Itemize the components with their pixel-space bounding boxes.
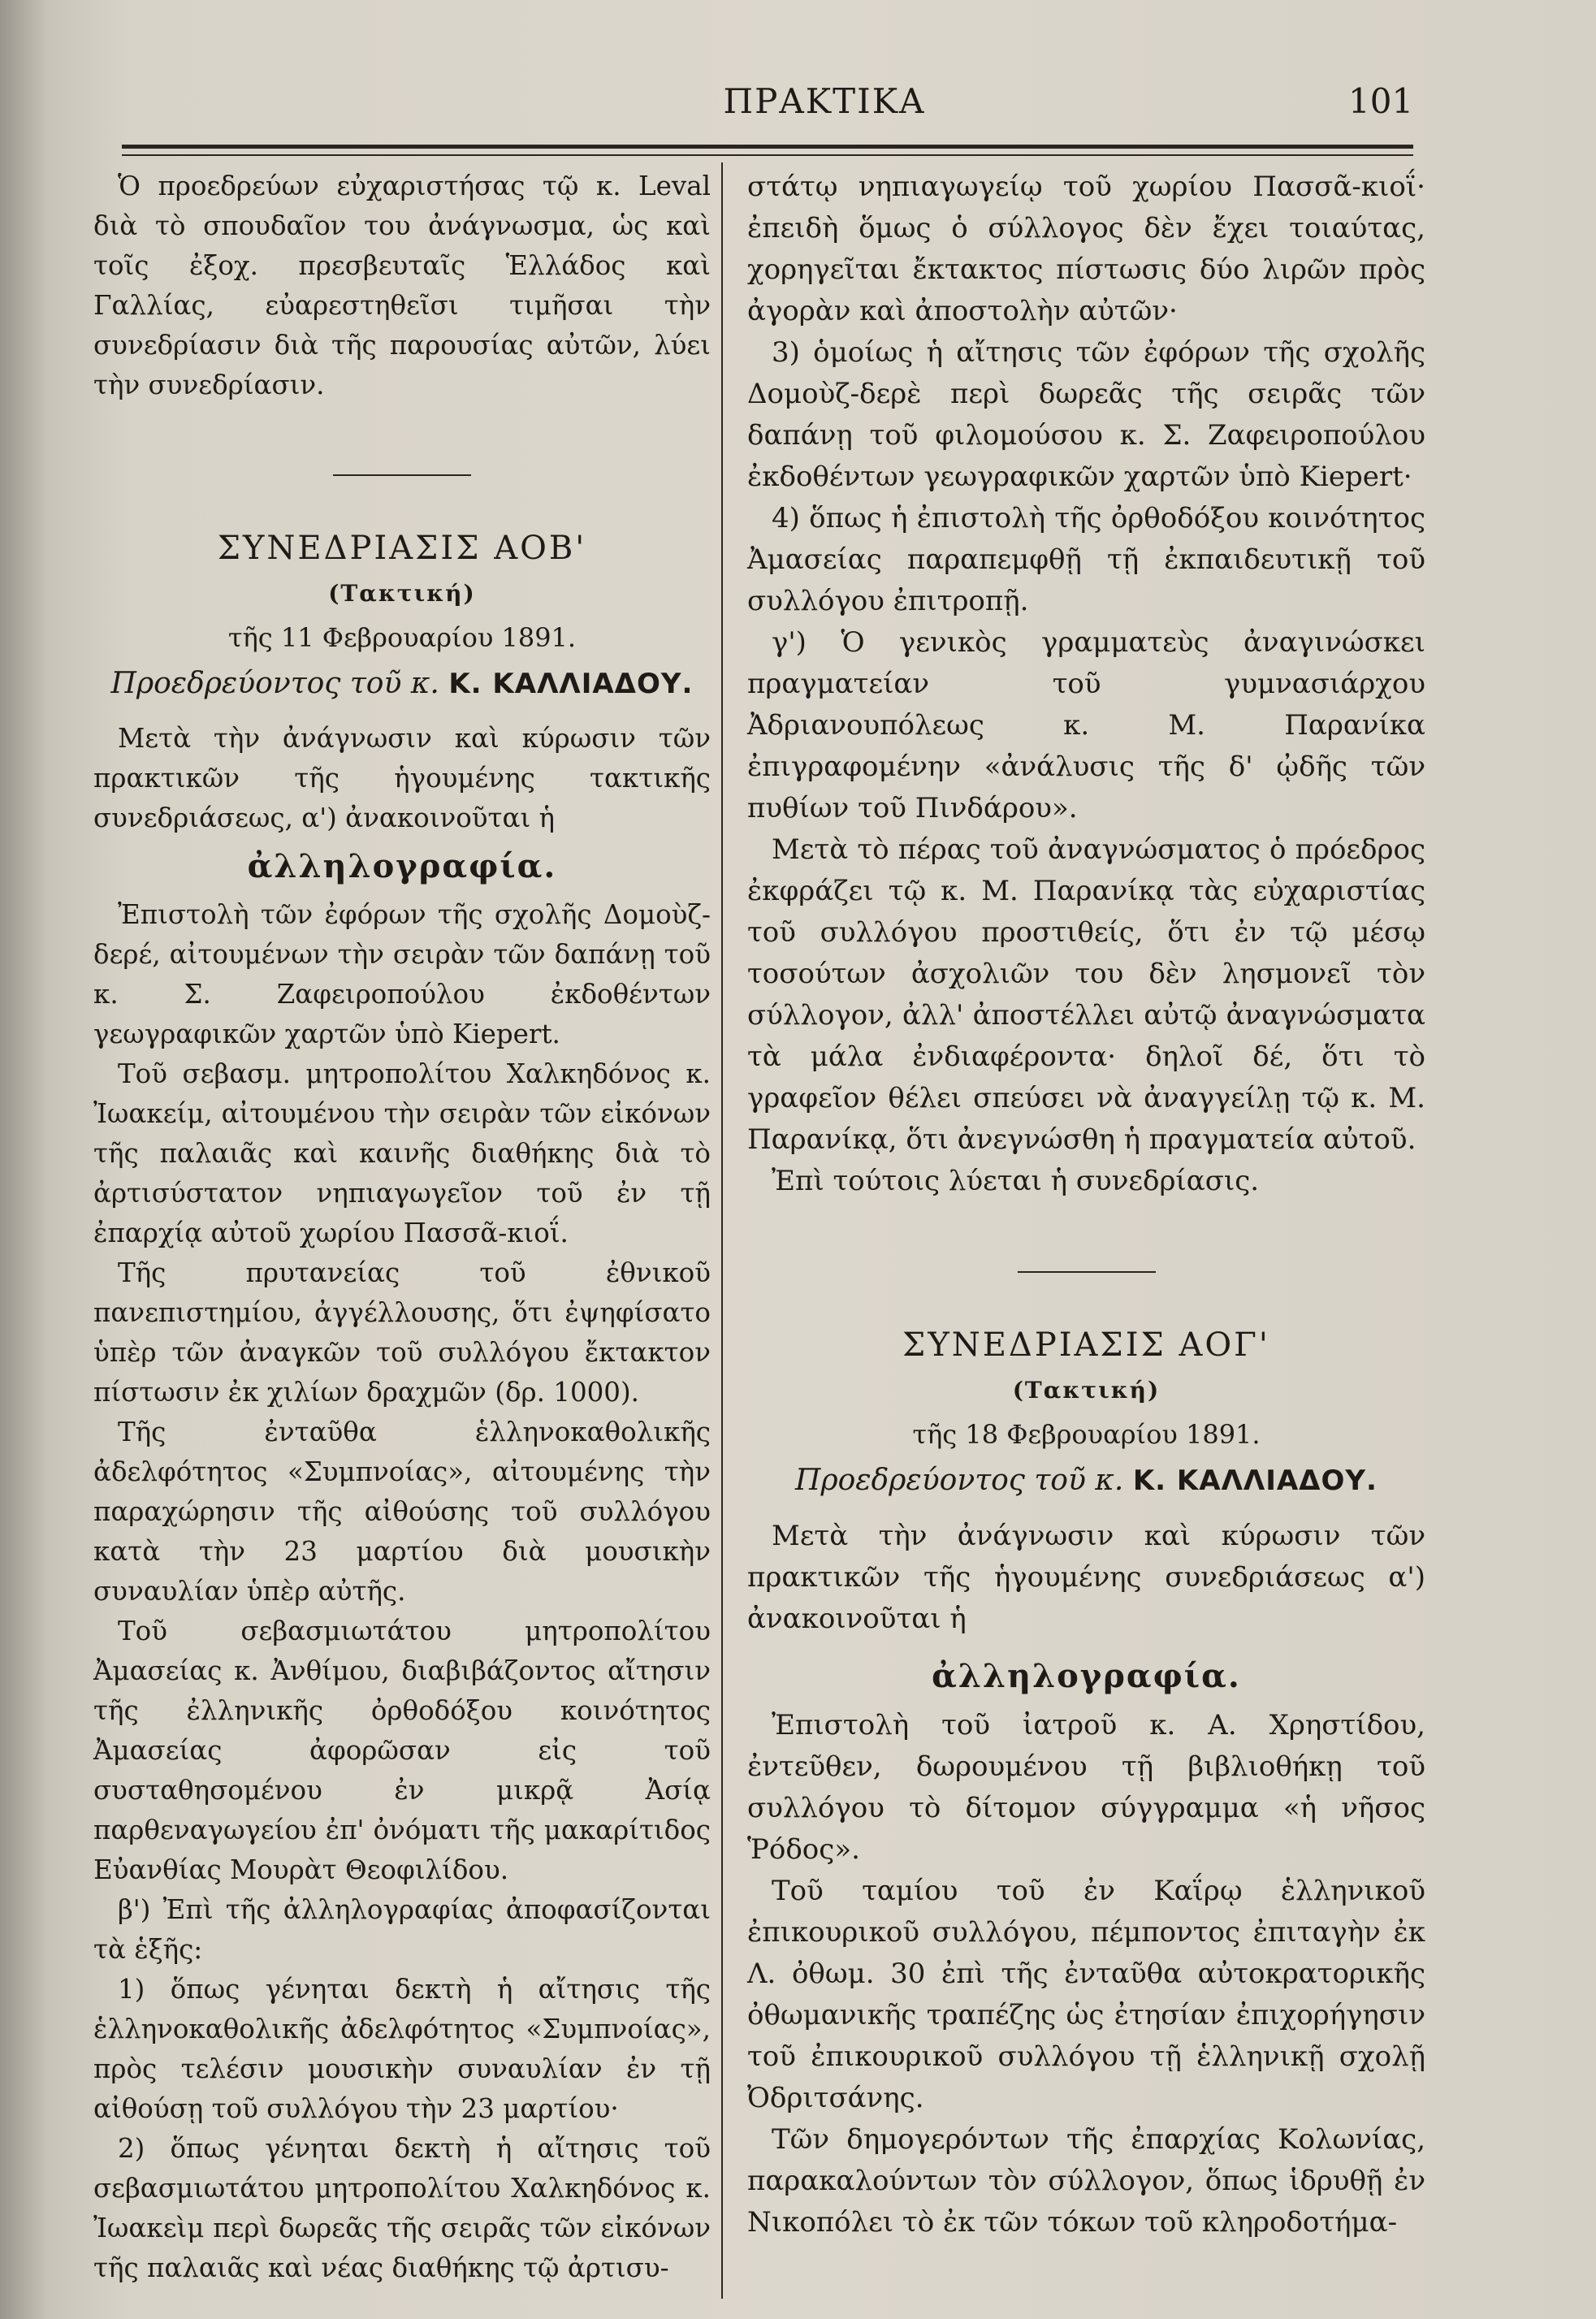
session-type: (Τακτική) — [328, 580, 476, 607]
header-rule-thin — [122, 154, 1413, 156]
session-president — [747, 1457, 1425, 1504]
session-type: (Τακτική) — [1012, 1377, 1161, 1404]
president-prefix: Προεδρεύοντος τοῦ κ. — [795, 1464, 1124, 1497]
paragraph: 3) ὁμοίως ἡ αἴτησις τῶν ἐφόρων τῆς σχολῆς Δομοὺζ-δερὲ περὶ δωρεᾶς τῆς σειρᾶς τῶν δαπάνῃ τοῦ φιλομούσου κ. Σ. Ζαφειροπούλου ἐκδοθέντων γεωγραφικῶν χαρτῶν ὑπὸ Kiepert· — [747, 336, 1425, 493]
paragraph: Μετὰ τὸ πέρας τοῦ ἀναγνώσματος ὁ πρόεδρος ἐκφράζει τῷ κ. Μ. Παρανίκᾳ τὰς εὐχαριστίας τοῦ συλλόγου προστιθείς, ὅτι ἐν τῷ μέσῳ τοσούτων ἀσχολιῶν του δὲν λησμονεῖ τὸν σύλλογον, ἀλλ' ἀποστέλλει αὐτῷ ἀναγνώσματα τὰ μάλα ἐνδιαφέροντα· δηλοῖ δέ, ὅτι τὸ γραφεῖον θέλει σπεύσει νὰ ἀναγγείλῃ τῷ κ. Μ. Παρανίκᾳ, ὅτι ἀνεγνώσθη ἡ πραγματεία αὐτοῦ. — [747, 833, 1425, 1156]
section-separator — [1018, 1271, 1156, 1273]
president-name: Κ. ΚΑΛΛΙΑΔΟΥ. — [1132, 1465, 1378, 1497]
opening-paragraph: Μετὰ τὴν ἀνάγνωσιν καὶ κύρωσιν τῶν πρακτικῶν τῆς ἡγουμένης συνεδριάσεως α') ἀνακοινοῦται ἡ — [747, 1520, 1425, 1635]
paragraph: Τοῦ σεβασμ. μητροπολίτου Χαλκηδόνος κ. Ἰωακείμ, αἰτουμένου τὴν σειρὰν τῶν εἰκόνων τῆς παλαιᾶς καὶ καινῆς διαθήκης διὰ τὸ ἀρτισύστατον νηπιαγωγεῖον τοῦ ἐν τῇ ἐπαρχίᾳ αὐτοῦ χωρίου Πασσᾶ-κιοΐ. — [93, 1058, 711, 1248]
intro-paragraph: Ὁ προεδρεύων εὐχαριστήσας τῷ κ. Leval διὰ τὸ σπουδαῖον του ἀνάγνωσμα, ὡς καὶ τοῖς ἐξοχ. πρεσβευταῖς Ἑλλάδος καὶ Γαλλίας, εὐαρεστηθεῖσι τιμῆσαι τὴν συνεδρίασιν διὰ τῆς παρουσίας αὐτῶν, λύει τὴν συνεδρίασιν. — [93, 171, 711, 400]
session-title: ΣΥΝΕΔΡΙΑΣΙΣ ΑΟΒ' — [217, 530, 587, 567]
president-prefix: Προεδρεύοντος τοῦ κ. — [110, 667, 439, 700]
paragraph: γ') Ὁ γενικὸς γραμματεὺς ἀναγινώσκει πραγματείαν τοῦ γυμνασιάρχου Ἀδριανουπόλεως κ. Μ. Παρανίκα ἐπιγραφομένην «ἀνάλυσις τῆς δ' ᾠδῆς τῶν πυθίων τοῦ Πινδάρου». — [747, 626, 1425, 824]
session-date: τῆς 18 Φεβρουαρίου 1891. — [912, 1419, 1261, 1450]
paragraph: Τοῦ σεβασμιωτάτου μητροπολίτου Ἀμασείας κ. Ἀνθίμου, διαβιβάζοντος αἴτησιν τῆς ἐλληνικῆς ὀρθοδόξου κοινότητος Ἀμασείας ἀφορῶσαν εἰς τοῦ συσταθησομένου ἐν μικρᾷ Ἀσίᾳ παρθεναγωγείου ἐπ' ὀνόματι τῆς μακαρίτιδος Εὐανθίας Μουρὰτ Θεοφιλίδου. — [93, 1616, 711, 1885]
session-date: τῆς 11 Φεβρουαρίου 1891. — [227, 622, 577, 653]
paragraph: Τῆς ἐνταῦθα ἑλληνοκαθολικῆς ἀδελφότητος «Συμπνοίας», αἰτουμένης τὴν παραχώρησιν τῆς αἰθούσης τοῦ συλλόγου κατὰ τὴν 23 μαρτίου διὰ μουσικὴν συναυλίαν ὑπὲρ αὐτῆς. — [93, 1417, 711, 1607]
paragraph: 1) ὅπως γένηται δεκτὴ ἡ αἴτησις τῆς ἑλληνοκαθολικῆς ἀδελφότητος «Συμπνοίας», πρὸς τελέσιν μουσικὴν συναυλίαν ἐν τῇ αἰθούσῃ τοῦ συλλόγου τὴν 23 μαρτίου· — [93, 1974, 711, 2124]
paragraph: Τῆς πρυτανείας τοῦ ἐθνικοῦ πανεπιστημίου, ἀγγέλλουσης, ὅτι ἐψηφίσατο ὑπὲρ τῶν ἀναγκῶν τοῦ συλλόγου ἔκτακτον πίστωσιν ἐκ χιλίων δραχμῶν (δρ. 1000). — [93, 1257, 711, 1408]
left-column — [93, 167, 711, 2288]
right-column — [747, 167, 1425, 2243]
correspondence-heading: ἀλληλογραφία. — [247, 847, 557, 885]
header-rule-thick — [122, 145, 1413, 149]
running-title: ΠΡΑΚΤΙΚΑ — [723, 81, 926, 121]
paragraph: Ἐπιστολὴ τοῦ ἰατροῦ κ. Α. Χρηστίδου, ἐντεῦθεν, δωρουμένου τῇ βιβλιοθήκῃ τοῦ συλλόγου τὸ δίτομον σύγγραμμα «ἡ νῆσος Ῥόδος». — [747, 1709, 1425, 1866]
paragraph: β') Ἐπὶ τῆς ἀλληλογραφίας ἀποφασίζονται τὰ ἑξῆς: — [93, 1894, 711, 1965]
paragraph: 2) ὅπως γένηται δεκτὴ ἡ αἴτησις τοῦ σεβασμιωτάτου μητροπολίτου Χαλκηδόνος κ. Ἰωακεὶμ περὶ δωρεᾶς τῆς σειρᾶς τῶν εἰκόνων τῆς παλαιᾶς καὶ νέας διαθήκης τῷ ἀρτισυ- — [93, 2133, 711, 2283]
section-separator — [333, 474, 471, 476]
session-title: ΣΥΝΕΔΡΙΑΣΙΣ ΑΟΓ' — [902, 1326, 1270, 1364]
page-number: 101 — [1348, 81, 1414, 121]
paragraph: Τοῦ ταμίου τοῦ ἐν Καΐρῳ ἑλληνικοῦ ἐπικουρικοῦ συλλόγου, πέμποντος ἐπιταγὴν ἐκ Λ. ὀθωμ. 30 ἐπὶ τῆς ἐνταῦθα αὐτοκρατορικῆς ὀθωμανικῆς τραπέζης ὡς ἐτησίαν ἐπιχορήγησιν τοῦ ἐπικουρικοῦ συλλόγου τῇ ἑλληνικῇ σχολῇ Ὀδριτσάνης. — [747, 1875, 1425, 2114]
opening-paragraph: Μετὰ τὴν ἀνάγνωσιν καὶ κύρωσιν τῶν πρακτικῶν τῆς ἡγουμένης τακτικῆς συνεδριάσεως, α') ἀνακοινοῦται ἡ — [93, 723, 711, 833]
paragraph: στάτῳ νηπιαγωγείῳ τοῦ χωρίου Πασσᾶ-κιοΐ· ἐπειδὴ ὅμως ὁ σύλλογος δὲν ἔχει τοιαύτας, χορηγεῖται ἔκτακτος πίστωσις δύο λιρῶν πρὸς ἀγορὰν καὶ ἀποστολὴν αὐτῶν· — [747, 171, 1425, 327]
president-name: Κ. ΚΑΛΛΙΑΔΟΥ. — [448, 668, 694, 700]
session-president — [93, 660, 711, 707]
paragraph: Τῶν δημογερόντων τῆς ἐπαρχίας Κολωνίας, παρακαλούντων τὸν σύλλογον, ὅπως ἱδρυθῇ ἐν Νικοπόλει τὸ ἐκ τῶν τόκων τοῦ κληροδοτήμα- — [747, 2123, 1425, 2239]
correspondence-heading: ἀλληλογραφία. — [932, 1657, 1241, 1695]
page-header — [0, 81, 1596, 130]
paragraph: 4) ὅπως ἡ ἐπιστολὴ τῆς ὀρθοδόξου κοινότητος Ἀμασείας παραπεμφθῇ τῇ ἐκπαιδευτικῇ τοῦ συλλόγου ἐπιτροπῇ. — [747, 502, 1425, 617]
paragraph: Ἐπιστολὴ τῶν ἐφόρων τῆς σχολῆς Δομοὺζ-δερέ, αἰτουμένων τὴν σειρὰν τῶν δαπάνῃ τοῦ κ. Σ. Ζαφειροπούλου ἐκδοθέντων γεωγραφικῶν χαρτῶν ὑπὸ Kiepert. — [93, 899, 711, 1049]
column-divider — [721, 162, 723, 2299]
paragraph: Ἐπὶ τούτοις λύεται ἡ συνεδρίασις. — [772, 1165, 1260, 1197]
